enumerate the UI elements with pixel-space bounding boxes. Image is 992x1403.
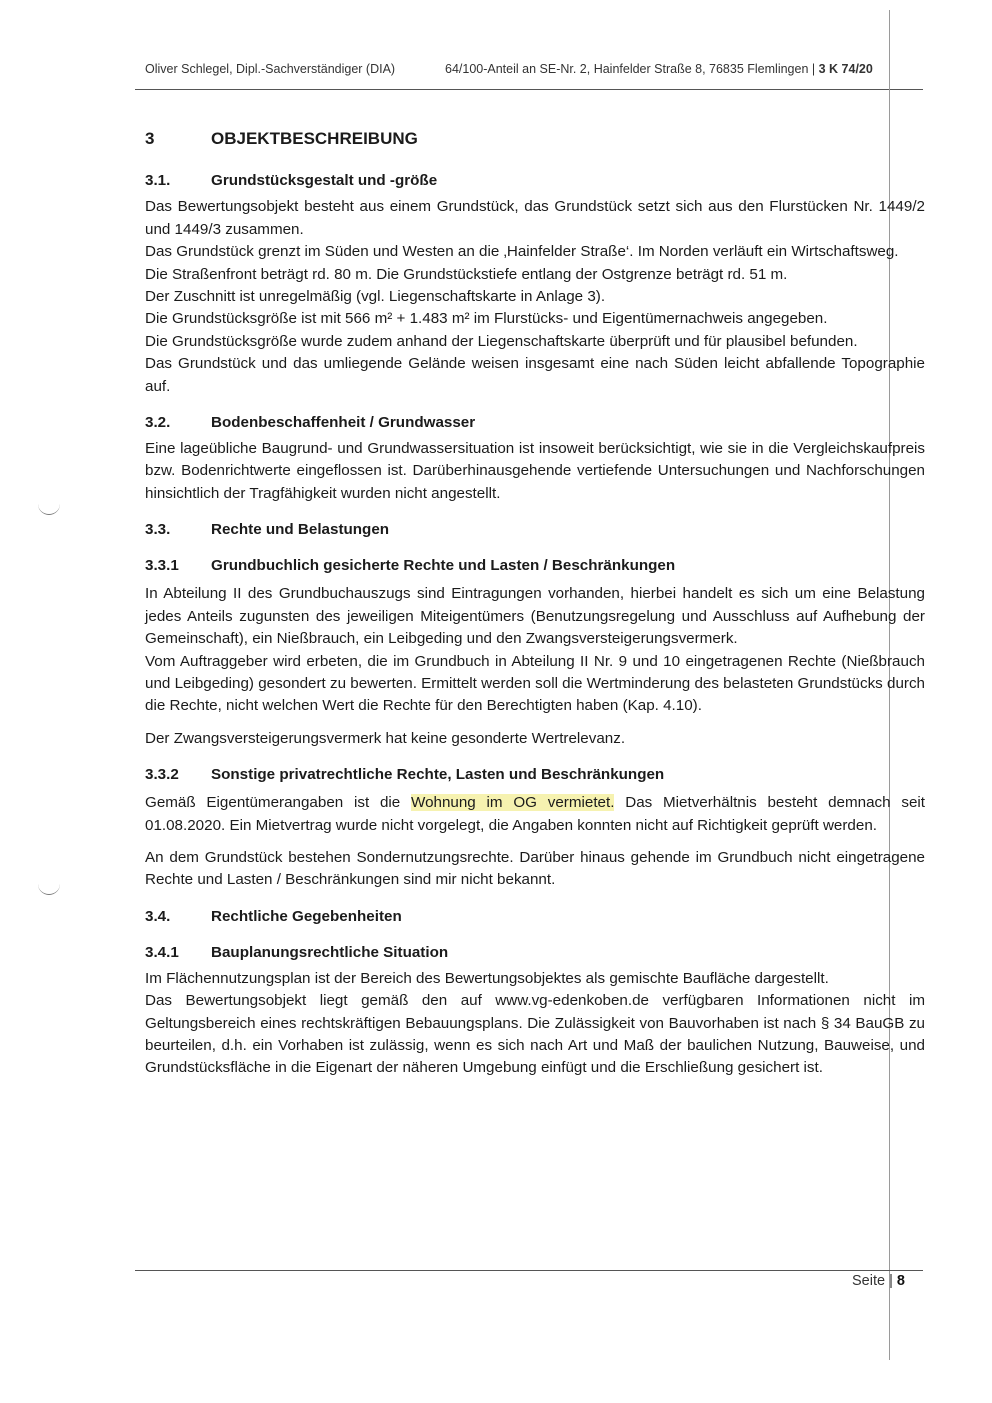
- page-footer: [852, 1273, 905, 1289]
- section-heading: 3.4. Rechtliche Gegebenheiten: [145, 907, 402, 925]
- paragraph: Der Zwangsversteigerungsvermerk hat keine gesonderte Wertrelevanz.: [145, 729, 626, 747]
- section-heading: 3.3.1 Grundbuchlich gesicherte Rechte und Lasten / Beschränkungen: [145, 557, 676, 575]
- section-heading: 3.3.2 Sonstige privatrechtliche Rechte, Lasten und Beschränkungen: [145, 766, 665, 784]
- section-3-3-1: [145, 555, 925, 750]
- paragraph: Die Grundstücksgröße ist mit 566 m² + 1.483 m² im Flurstücks- und Eigentümernachweis angegeben.: [145, 310, 828, 328]
- paragraph: Im Flächennutzungsplan ist der Bereich des Bewertungsobjektes als gemischte Baufläche dargestellt.: [145, 969, 829, 987]
- paragraph: Die Grundstücksgröße wurde zudem anhand der Liegenschaftskarte überprüft und für plausibel befunden.: [145, 332, 858, 350]
- paragraph: In Abteilung II des Grundbuchauszugs sind Eintragungen vorhanden, hierbei handelt es sich um eine Belastung jedes Anteils zugunsten des jeweiligen Miteigentümers (Benutzungsregelung und Ausschluss auf Aufhebung der Gemeinschaft), ein Nießbrauch, ein Leibgeding und den Zwangsversteigerungsvermerk.: [145, 585, 925, 648]
- page-number: 8: [896, 1273, 905, 1289]
- scan-punch-mark: [38, 880, 60, 895]
- document-body: [145, 128, 925, 1094]
- page-separator: |: [889, 1273, 893, 1289]
- footer-rule: [135, 1270, 923, 1271]
- paragraph: Die Straßenfront beträgt rd. 80 m. Die Grundstückstiefe entlang der Ostgrenze beträgt rd. 51 m.: [145, 265, 788, 283]
- section-3-4-1: [145, 942, 925, 1080]
- section-heading: 3.2. Bodenbeschaffenheit / Grundwasser: [145, 414, 476, 432]
- paragraph: Vom Auftraggeber wird erbeten, die im Grundbuch in Abteilung II Nr. 9 und 10 eingetragenen Rechte (Nießbrauch und Leibgeding) gesondert zu bewerten. Ermittelt werden soll die Wertminderung des belasteten Grundstücks durch die Rechte, nicht welchen Wert die Rechte für den Berechtigten haben (Kap. 4.10).: [145, 652, 925, 715]
- section-3-3: [145, 519, 925, 541]
- header-case-ref: 3 K 74/20: [818, 62, 873, 76]
- section-heading: 3.1. Grundstücksgestalt und -größe: [145, 172, 438, 190]
- paragraph: Das Bewertungsobjekt besteht aus einem Grundstück, das Grundstück setzt sich aus den Flurstücken Nr. 1449/2 und 1449/3 zusammen.: [145, 198, 925, 238]
- section-3-1: [145, 170, 925, 398]
- section-3-2: [145, 412, 925, 505]
- page-label: Seite: [852, 1273, 886, 1289]
- paragraph: Das Grundstück grenzt im Süden und Westen an die ‚Hainfelder Straße‘. Im Norden verläuft ein Wirtschaftsweg.: [145, 243, 899, 261]
- chapter-heading: 3 OBJEKTBESCHREIBUNG: [145, 129, 418, 148]
- paragraph: Der Zuschnitt ist unregelmäßig (vgl. Liegenschaftskarte in Anlage 3).: [145, 288, 606, 306]
- paragraph: Eine lageübliche Baugrund- und Grundwassersituation ist insoweit berücksichtigt, wie sie in die Vergleichskaufpreis bzw. Bodenrichtwerte eingeflossen ist. Darüberhinausgehende vertiefende Untersuchungen und Nachforschungen hinsichtlich der Tragfähigkeit wurden nicht angestellt.: [145, 440, 925, 502]
- section-3-3-2: [145, 764, 925, 892]
- paragraph: Gemäß Eigentümerangaben ist die Wohnung im OG vermietet. Das Mietverhältnis besteht demnach seit 01.08.2020. Ein Mietvertrag wurde nicht vorgelegt, die Angaben konnten nicht auf Richtigkeit geprüft werden.: [145, 794, 925, 834]
- paragraph: Das Bewertungsobjekt liegt gemäß den auf www.vg-edenkoben.de verfügbaren Informationen nicht im Geltungsbereich eines rechtskräftigen Bebauungsplans. Die Zulässigkeit von Bauvorhaben ist nach § 34 BauGB zu beurteilen, d.h. ein Vorhaben ist zulässig, wenn es sich nach Art und Maß der baulichen Nutzung, Bauweise, und Grundstücksfläche in die Eigenart der näheren Umgebung einfügt und die Erschließung gesichert ist.: [145, 992, 925, 1077]
- highlighted-text: Wohnung im OG vermietet.: [411, 794, 615, 812]
- section-heading: 3.3. Rechte und Belastungen: [145, 521, 390, 539]
- paragraph: An dem Grundstück bestehen Sondernutzungsrechte. Darüber hinaus gehende im Grundbuch nicht eingetragene Rechte und Lasten / Beschränkungen sind mir nicht bekannt.: [145, 848, 925, 889]
- section-3-4: [145, 906, 925, 928]
- header-author: Oliver Schlegel, Dipl.-Sachverständiger (DIA): [145, 62, 396, 76]
- paragraph: Das Grundstück und das umliegende Gelände weisen insgesamt eine nach Süden leicht abfallende Topographie auf.: [145, 355, 925, 395]
- header-rule: [135, 89, 923, 90]
- scan-punch-mark: [38, 500, 60, 515]
- section-heading: 3.4.1 Bauplanungsrechtliche Situation: [145, 943, 449, 961]
- header-object: 64/100-Anteil an SE-Nr. 2, Hainfelder Straße 8, 76835 Flemlingen | 3 K 74/20: [445, 62, 873, 76]
